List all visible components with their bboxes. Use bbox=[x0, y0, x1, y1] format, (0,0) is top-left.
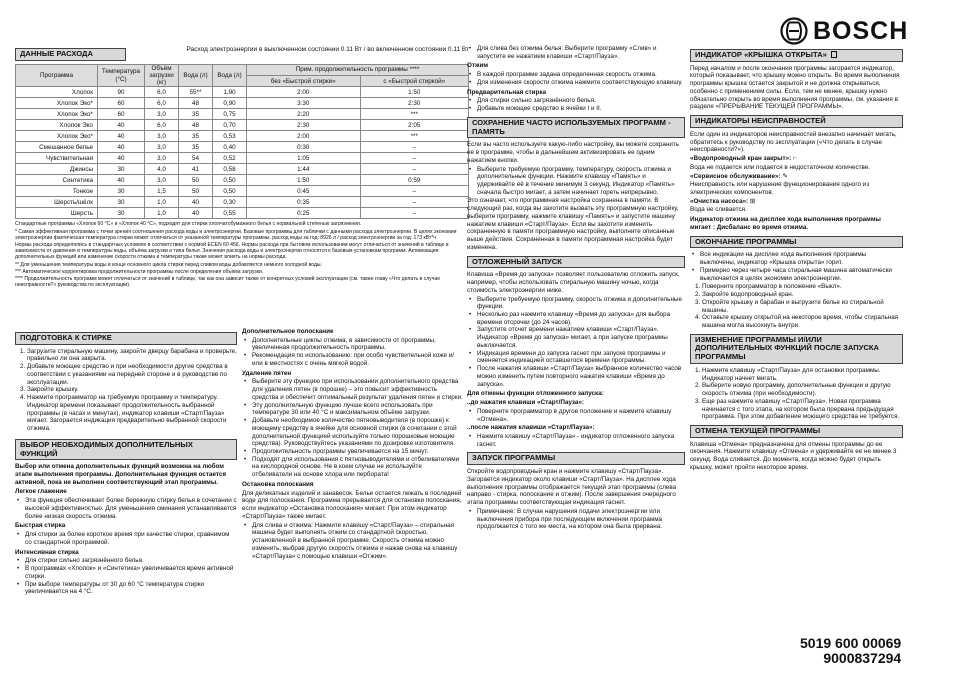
table-footnotes bbox=[15, 221, 469, 288]
stain-list bbox=[242, 378, 463, 479]
table-cell: 2:20 bbox=[247, 109, 361, 120]
table-row bbox=[16, 208, 469, 219]
spin-title: Отжим bbox=[467, 62, 489, 70]
table-cell: 1,5 bbox=[145, 186, 179, 197]
list-item: • Выберите требуемую программу, температуру, скорость отжима и дополнительные функции. Нажмите клавишу «Память» и удерживайте её в течение минимум 3 секунд. Индикатор «Память» сначала быстро мигает, а затем начинает гореть непрерывно. bbox=[467, 166, 685, 197]
end-list bbox=[690, 251, 903, 282]
col-with-quick: с «Быстрой стиркой» bbox=[360, 76, 468, 87]
list-item: • Подходят для использования с пятновыводителями и отбеливателями на кислородной основе. Не в коем случае не используйте отбеливатели на основе хлора или пербората! bbox=[242, 456, 463, 479]
table-cell: 1:44 bbox=[247, 164, 361, 175]
memory-text: Это означает, что программная настройка сохранена в памяти. В следующий раз, когда вы захотите вызвать эту программную настройку, выберите программу, нажмите клавишу «Память» и запустите машину нажатием клавиши «Старт/Пауза». Если вы захотите изменить сохраненную в памяти программную настройку, выполните описанные выше действия. Сохраненная в памяти программная настройка будет изменена. bbox=[467, 197, 679, 251]
list-item: • Продолжительность программы увеличивается на 15 минут. bbox=[242, 448, 463, 456]
launch-title: ЗАПУСК ПРОГРАММЫ bbox=[467, 452, 685, 465]
table-cell: 40 bbox=[98, 175, 145, 186]
table-cell: 54 bbox=[179, 153, 213, 164]
table-cell: 0:25 bbox=[247, 208, 361, 219]
table-cell: 30 bbox=[98, 197, 145, 208]
table-row bbox=[16, 197, 469, 208]
launch-text: Откройте водопроводный кран и нажмите клавишу «Старт/Пауза». Загорается индикатор около клавиши «Старт/Пауза». На дисплее хода выполнения программы отображается текущий этап программы (слева направо - стирка, полоскание и отжим). После завершения очередного этапа программы соответствующая индикация гаснет. bbox=[467, 468, 677, 507]
table-cell: 4,0 bbox=[145, 164, 179, 175]
table-cell: 1,0 bbox=[145, 197, 179, 208]
after-list bbox=[467, 433, 685, 448]
quick-title: Быстрая стирка bbox=[15, 522, 66, 530]
list-item: • В каждой программе задана определенная скорость отжима. bbox=[467, 71, 685, 79]
table-cell: Синтетика bbox=[16, 175, 98, 186]
list-item: 4. Оставьте крышку открытой на некоторое время, чтобы стиральная машина могла высохнуть внутри. bbox=[702, 314, 903, 329]
list-item: • Рекомендация по использованию: при особо чувствительной коже и/или в местностях с очень мягкой водой. bbox=[242, 352, 463, 367]
list-item: • Для слива без отжима белья: Выберите программу «Слив» и запустите ее нажатием клавиши «Старт/Пауза». bbox=[467, 45, 685, 60]
list-item: 1. Поверните программатор в положение «Выкл». bbox=[702, 283, 903, 291]
table-cell: 3,0 bbox=[145, 153, 179, 164]
list-item: 3. Откройте крышку и барабан и выгрузите белье из стиральной машины. bbox=[702, 299, 903, 314]
service-icon: ✎ bbox=[782, 172, 788, 180]
table-cell: Хлопок bbox=[16, 87, 98, 98]
delay-intro: Клавиша «Время до запуска» позволяет пользователю отложить запуск, например, чтобы использовать стиральную машину ночью, когда стоимость электроэнергии ниже. bbox=[467, 271, 680, 294]
table-cell: 1,0 bbox=[145, 208, 179, 219]
table-cell: 6,0 bbox=[145, 87, 179, 98]
imbalance-text: Индикатор отжима на дисплее хода выполнения программы мигает : Дисбаланс во время отжима. bbox=[690, 216, 881, 231]
table-row bbox=[16, 98, 469, 109]
memory-list bbox=[467, 166, 685, 197]
before-start: ..до нажатия клавиши «Старт/Пауза»: bbox=[467, 399, 584, 407]
table-cell: Хлопок Эко* bbox=[16, 98, 98, 109]
col-water: Вода (л) bbox=[179, 64, 213, 87]
table-cell: 2:30 bbox=[360, 98, 468, 109]
power-note: Расход электроэнергии в выключенном состоянии 0.11 Вт / во включенном состоянии 0.11 Вт bbox=[186, 46, 469, 53]
table-cell: 0,50 bbox=[213, 186, 247, 197]
table-cell: 0,53 bbox=[213, 131, 247, 142]
end-steps bbox=[690, 283, 903, 329]
lid-title bbox=[690, 49, 903, 62]
table-row bbox=[16, 109, 469, 120]
func-title: ВЫБОР НЕОБХОДИМЫХ ДОПОЛНИТЕЛЬНЫХ ФУНКЦИЙ bbox=[15, 439, 237, 460]
table-cell: 60 bbox=[98, 98, 145, 109]
table-cell: Тонкое bbox=[16, 186, 98, 197]
table-cell: 6,0 bbox=[145, 98, 179, 109]
table-cell: Хлопок Эко* bbox=[16, 131, 98, 142]
col-duration: Прим. продолжительность программы **** bbox=[247, 64, 469, 75]
table-cell: 0:45 bbox=[247, 186, 361, 197]
table-cell: 2:00 bbox=[247, 87, 361, 98]
col-no-quick: без «Быстрой стирки» bbox=[247, 76, 361, 87]
table-cell: 1:50 bbox=[360, 87, 468, 98]
table-cell: 0,75 bbox=[213, 109, 247, 120]
table-cell: 3,0 bbox=[145, 109, 179, 120]
table-row bbox=[16, 175, 469, 186]
abort-title: ОТМЕНА ТЕКУЩЕЙ ПРОГРАММЫ bbox=[690, 425, 903, 438]
consumption-title: ДАННЫЕ РАСХОДА bbox=[15, 48, 126, 61]
table-row bbox=[16, 186, 469, 197]
col-program: Программа bbox=[16, 64, 98, 87]
footnote: Нормы расхода определялись в стандартных условиях в соответствии с нормой ECEN 60 456. Нормы расхода при бытовом использовании могут отличаться от значений в таблице в зависимости от давления и температуры воды, объёма загрузки и типа белья. Значения расхода воды и электроэнергии относятся к базовым установкам программ. Активизация дополнительных функций или изменение скорости отжима и температуры также может влиять на нормы расхода. bbox=[15, 242, 449, 261]
footnote: Стандартные программы «Хлопок 60 °C» и «Хлопок 40 °C», подходят для стирки хлопчатобумажного белья с нормальной степенью загрязнения. bbox=[15, 221, 362, 228]
pump-icon: ⊞ bbox=[749, 197, 756, 205]
list-item: • Примечание: В случае нарушения подачи электроэнергии или выключения прибора при последующем включении программа продолжается с того же места, на котором она была прервана. bbox=[467, 508, 685, 531]
table-cell: 0:30 bbox=[247, 142, 361, 153]
list-item: • Для изменения скорости отжима нажмите соответствующую клавишу. bbox=[467, 79, 685, 87]
table-cell: 1:05 bbox=[247, 153, 361, 164]
before-list bbox=[467, 408, 685, 423]
list-item: • Дополнительные циклы отжима, в зависимости от программы, увеличенная продолжительность программы. bbox=[242, 337, 463, 352]
list-item: • Эту дополнительную функцию лучше всего использовать при температуре 30 или 40 °С и максимальном объёме загрузки. bbox=[242, 402, 463, 417]
table-cell: 40 bbox=[98, 153, 145, 164]
table-cell: 0,40 bbox=[213, 142, 247, 153]
table-cell: 40 bbox=[179, 208, 213, 219]
table-cell: *** bbox=[360, 109, 468, 120]
table-cell: 60 bbox=[98, 109, 145, 120]
drain-list bbox=[467, 45, 685, 60]
table-cell: 0,55 bbox=[213, 208, 247, 219]
column-2 bbox=[242, 326, 463, 561]
change-steps bbox=[690, 367, 903, 421]
lid-open-icon bbox=[831, 51, 837, 58]
document-codes bbox=[800, 636, 901, 667]
stain-title: Удаление пятен bbox=[242, 369, 292, 377]
table-cell: 40 bbox=[179, 197, 213, 208]
table-cell: Джинсы bbox=[16, 164, 98, 175]
table-cell: 3,0 bbox=[145, 175, 179, 186]
list-item: 3. Закройте крышку. bbox=[27, 386, 237, 394]
lid-text: Перед началом и после окончания программы загорается индикатор, который показывает, что крышку можно открыть. Во время выполнения программы крышка остается закрытой и не должна открываться, особенно с применением силы. Если, тем не менее, крышку нужно обязательно открыть во время выполнения программы, см. указания в разделе «ПРЕРЫВАНИЕ ТЕКУЩЕЙ ПРОГРАММЫ». bbox=[690, 64, 900, 111]
stop-intro: Для деликатных изделий и занавесок. Белье остается лежать в последней воде для полоскания. Программа прерывается для остановки полоскания, если индикатор «Остановка полоскания» мигает. При этом индикатор «Старт/Пауза» также мигает. bbox=[242, 489, 462, 520]
list-item: 2. Закройте водопроводный кран. bbox=[702, 291, 903, 299]
table-cell: – bbox=[360, 164, 468, 175]
list-item: 1. Загрузите стиральную машину, закройте дверцу барабана и проверьте, правильно ли она закрыта. bbox=[27, 348, 237, 363]
list-item: 1. Нажмите клавишу «Старт/Пауза» для остановки программы. Индикатор начнет мигать. bbox=[702, 367, 903, 382]
footnote: ** Для уменьшения температуры воды в конце основного цикла стирки перед сливом воды добавляется немного холодной воды. bbox=[15, 261, 323, 268]
table-cell: – bbox=[360, 208, 468, 219]
delay-title: ОТЛОЖЕННЫЙ ЗАПУСК bbox=[467, 256, 685, 269]
fault-title: ИНДИКАТОРЫ НЕИСПРАВНОСТЕЙ bbox=[690, 115, 903, 128]
table-cell: 35 bbox=[179, 131, 213, 142]
intense-list bbox=[15, 557, 237, 596]
table-cell: 3,0 bbox=[145, 131, 179, 142]
service-label: «Сервисное обслуживание»: bbox=[690, 172, 781, 180]
table-cell: 55** bbox=[179, 87, 213, 98]
memory-title: СОХРАНЕНИЕ ЧАСТО ИСПОЛЬЗУЕМЫХ ПРОГРАММ - ПАМЯТЬ bbox=[467, 117, 685, 138]
table-cell: 40 bbox=[98, 131, 145, 142]
brand-name: BOSCH bbox=[813, 17, 909, 45]
consumption-table bbox=[15, 64, 469, 220]
list-item: • При выборе температуры от 30 до 60 °С температура стирки увеличивается на 4 °С. bbox=[15, 581, 237, 596]
table-cell: 0:59 bbox=[360, 175, 468, 186]
fault-intro: Если один из индикаторов неисправностей внезапно начинает мигать, обратитесь к руководству по эксплуатации («Что делать в случае неисправности?»). bbox=[690, 130, 897, 154]
end-title: ОКОНЧАНИЕ ПРОГРАММЫ bbox=[690, 236, 903, 249]
footnote: **** Продолжительность программ может отличаться от значений в таблице, так как она зависит также от конкретных условий эксплуатации (см. также главу «Что делать в случае неисправности?» руководства по эксплуатации). bbox=[15, 276, 441, 289]
table-cell: 3,0 bbox=[145, 142, 179, 153]
table-cell: Хлопок Эко bbox=[16, 120, 98, 131]
table-cell: 0,90 bbox=[213, 98, 247, 109]
table-cell: 40 bbox=[98, 120, 145, 131]
code-2: 9000837294 bbox=[823, 650, 902, 667]
table-cell: 2:00 bbox=[247, 131, 361, 142]
list-item: • Поверните программатор в другое положение и нажмите клавишу «Отмена». bbox=[467, 408, 685, 423]
table-cell: 35 bbox=[179, 109, 213, 120]
consumption-section bbox=[15, 44, 469, 289]
list-item: • Все индикации на дисплее хода выполнения программы выключены, индикатор «Крышка открыта» горит. bbox=[690, 251, 903, 266]
table-cell: – bbox=[360, 153, 468, 164]
column-3 bbox=[467, 45, 685, 532]
func-intro: Выбор или отмена дополнительных функций возможна на любом этапе выполнения программы. Дополнительная функция остается активной, пока не выполнен соответствующий этап программы. bbox=[15, 463, 227, 486]
tap-label: «Водопроводный кран закрыт»: bbox=[690, 155, 792, 163]
rinse-title: Дополнительное полоскание bbox=[242, 328, 334, 335]
list-item: • Эта функция обеспечивает более бережную стирку белья в сочетании с высокой эффективностью. Для уменьшения сминания устанавливается более низкая скорость отжима. bbox=[15, 497, 237, 520]
list-item: • Индикация времени до запуска гаснет при запуске программы и сменяется индикацией оставшегося времени программы. bbox=[467, 350, 685, 365]
table-cell: Смешанное белье bbox=[16, 142, 98, 153]
list-item: • Для стирки сильно загрязнённого белья. bbox=[467, 97, 685, 105]
footnote: * Самая эффективная программа с точки зрения соотношения расхода воды и электроэнергии. Базовые программы для таблички с данными расхода электроэнергии. В целях экономии электроэнергии фактическая температура стирки может отличаться от указанной температуры программы. расход воды за год: 8926 л / расход электроэнергии за год: 173 кВт*ч bbox=[15, 228, 457, 241]
table-cell: 30 bbox=[98, 164, 145, 175]
list-item: • Запустите отсчет времени нажатием клавиши «Старт/Пауза». Индикатор «Время до запуска» мигает, а при запуске программы выключается. bbox=[467, 326, 685, 349]
change-title: ИЗМЕНЕНИЕ ПРОГРАММЫ И/ИЛИ ДОПОЛНИТЕЛЬНЫХ ФУНКЦИЙ ПОСЛЕ ЗАПУСКА ПРОГРАММЫ bbox=[690, 334, 903, 364]
memory-intro: Если вы часто используете какую-либо настройку, вы можете сохранить ее в программе, чтобы в дальнейшем активизировать ее одним нажатием кнопки. bbox=[467, 141, 680, 164]
prewash-list bbox=[467, 97, 685, 112]
table-cell: 0,52 bbox=[213, 153, 247, 164]
column-4 bbox=[690, 45, 903, 473]
stop-list bbox=[242, 522, 463, 561]
prep-steps bbox=[15, 348, 237, 433]
table-cell: – bbox=[360, 197, 468, 208]
table-row bbox=[16, 164, 469, 175]
bosch-armature-icon bbox=[780, 17, 808, 45]
list-item: • Примерно через четыре часа стиральная машина автоматически выключается в целях экономии электроэнергии. bbox=[690, 267, 903, 282]
table-row bbox=[16, 153, 469, 164]
list-item: • В программах «Хлопок» и «Синтетика» увеличивается время активной стирки. bbox=[15, 565, 237, 580]
table-cell: Шерсть/шёлк bbox=[16, 197, 98, 208]
table-cell: 35 bbox=[179, 142, 213, 153]
launch-list bbox=[467, 508, 685, 531]
table-row bbox=[16, 87, 469, 98]
table-cell: 2:30 bbox=[247, 120, 361, 131]
table-cell: 0,30 bbox=[213, 197, 247, 208]
stop-title: Остановка полоскания bbox=[242, 480, 314, 488]
column-1 bbox=[15, 328, 237, 597]
table-row bbox=[16, 142, 469, 153]
list-item: • Выберите эту функцию при использовании дополнительного средства для удаления пятен (в порошке) – это повысит эффективность средства и обеспечит оптимальный результат удаления пятен и стирки. bbox=[242, 378, 463, 401]
table-cell: 30 bbox=[98, 186, 145, 197]
service-text: Неисправность или нарушение функционирования одного из электрических компонентов. bbox=[690, 181, 870, 196]
list-item: 2. Добавьте моющее средство и при необходимости другие средства в соответствии с указаниями на передней стороне и в руководстве по эксплуатации. bbox=[27, 363, 237, 386]
pump-text: Вода не сливается. bbox=[690, 206, 747, 214]
rinse-list bbox=[242, 337, 463, 368]
table-cell: – bbox=[360, 186, 468, 197]
delay-list bbox=[467, 296, 685, 389]
table-cell: 41 bbox=[179, 164, 213, 175]
list-item: • Добавьте необходимое количество пятновыводителя (в порошке) к моющему средству в ячейке для основной стирки (в сочетании с этой дополнительной функцией используйте только порошковые моющие средства). Руководствуйтесь указаниями по дозировке изготовителя. bbox=[242, 417, 463, 448]
table-cell: 1:50 bbox=[247, 175, 361, 186]
table-cell: Хлопок Эко* bbox=[16, 109, 98, 120]
quick-list bbox=[15, 531, 237, 546]
table-cell: 6,0 bbox=[145, 120, 179, 131]
list-item: • Для стирки за более короткое время при качестве стирки, сравнимом со стандартной программой. bbox=[15, 531, 237, 546]
list-item: • Выберите требуемую программу, скорость отжима и дополнительные функции. bbox=[467, 296, 685, 311]
table-cell: 0:35 bbox=[247, 197, 361, 208]
table-cell: 50 bbox=[179, 175, 213, 186]
tap-text: Вода не подается или подается в недостаточном количестве. bbox=[690, 163, 871, 171]
easy-iron-title: Легкое глажение bbox=[15, 488, 67, 496]
table-cell: 0,58 bbox=[213, 164, 247, 175]
list-item: 2. Выберите новую программу, дополнительные функции и другую скорость отжима (при необходимости). bbox=[702, 382, 903, 397]
list-item: • Для стирки сильно загрязнённого белья. bbox=[15, 557, 237, 565]
table-cell: – bbox=[360, 142, 468, 153]
list-item: • Добавьте моющее средство в ячейки I и II. bbox=[467, 105, 685, 113]
after-start: ..после нажатия клавиши «Старт/Пауза»: bbox=[467, 424, 595, 432]
list-item: 4. Нажмите программатор на требуемую программу и температуру. Индикатор времени показывает продолжительность выбранной программы (в часах и минутах), индикатор клавиши «Старт/Пауза» мигает. Загорается индикация предварительно выбранной скорости отжима. bbox=[27, 394, 237, 433]
bosch-logo bbox=[780, 16, 908, 47]
table-cell: Шерсть bbox=[16, 208, 98, 219]
table-cell: 48 bbox=[179, 98, 213, 109]
intense-title: Интенсивная стирка bbox=[15, 548, 79, 556]
table-row bbox=[16, 120, 469, 131]
table-cell: 2:05 bbox=[360, 120, 468, 131]
table-cell: 40 bbox=[98, 142, 145, 153]
list-item: • Нажмите клавишу «Старт/Пауза» - индикатор отложенного запуска гаснет. bbox=[467, 433, 685, 448]
col-load: Объём загрузки (кг) bbox=[145, 64, 179, 87]
abort-text: Клавиша «Отмена» предназначена для отмены программы до ее окончания. Нажмите клавишу «Отмена» и удерживайте ее не менее 3 секунд. Вода сливается. До момента, когда можно будет открыть крышку, может пройти некоторое время. bbox=[690, 440, 897, 471]
table-cell: *** bbox=[360, 131, 468, 142]
table-cell: 1,90 bbox=[213, 87, 247, 98]
list-item: • После нажатия клавиши «Старт/Пауза» выбранное количество часов можно изменить путем повторного нажатия клавиши «Время до запуска». bbox=[467, 365, 685, 388]
pump-label: «Очистка насоса»: bbox=[690, 197, 749, 205]
easy-iron-list bbox=[15, 497, 237, 520]
col-energy: Вода (л) bbox=[213, 64, 247, 87]
spin-list bbox=[467, 71, 685, 86]
list-item: • Несколько раз нажмите клавишу «Время до запуска» для выбора времени отсрочки (до 24 часов). bbox=[467, 311, 685, 326]
list-item: 3. Еще раз нажмите клавишу «Старт/Пауза». Новая программа начинается с того этапа, на котором была прервана предыдущая программа. При этом добавление моющего средства не требуется. bbox=[702, 398, 903, 421]
table-cell: 0,70 bbox=[213, 120, 247, 131]
table-cell: 0,50 bbox=[213, 175, 247, 186]
code-1: 5019 600 00069 bbox=[800, 635, 902, 651]
prep-title: ПОДГОТОВКА К СТИРКЕ bbox=[15, 332, 237, 345]
table-row bbox=[16, 131, 469, 142]
table-cell: 48 bbox=[179, 120, 213, 131]
cancel-delay-title: Для отмены функции отложенного запуска: bbox=[467, 390, 604, 398]
table-cell: 90 bbox=[98, 87, 145, 98]
lid-title-text: ИНДИКАТОР «КРЫШКА ОТКРЫТА» bbox=[695, 50, 827, 59]
table-cell: 30 bbox=[98, 208, 145, 219]
footnote: *** Автоматическое корректировка продолжительности программы после определения объема загрузки. bbox=[15, 268, 264, 275]
table-cell: Чувствительная bbox=[16, 153, 98, 164]
table-cell: 3:30 bbox=[247, 98, 361, 109]
prewash-title: Предварительная стирка bbox=[467, 88, 547, 96]
col-temp: Температура (°C) bbox=[98, 64, 145, 87]
table-cell: 50 bbox=[179, 186, 213, 197]
tap-closed-icon: ⌐ bbox=[792, 155, 797, 163]
list-item: • Для слива и отжима: Нажмите клавишу «Старт/Пауза» – стиральная машина будет выполнять отжим со стандартной скоростью, установленной в выбранной программе. Скорость отжима можно изменить, выбрав другую скорость отжима и нажав снова на клавишу «Старт/Пауза» с помощью клавиши «Отжим». bbox=[242, 522, 463, 561]
